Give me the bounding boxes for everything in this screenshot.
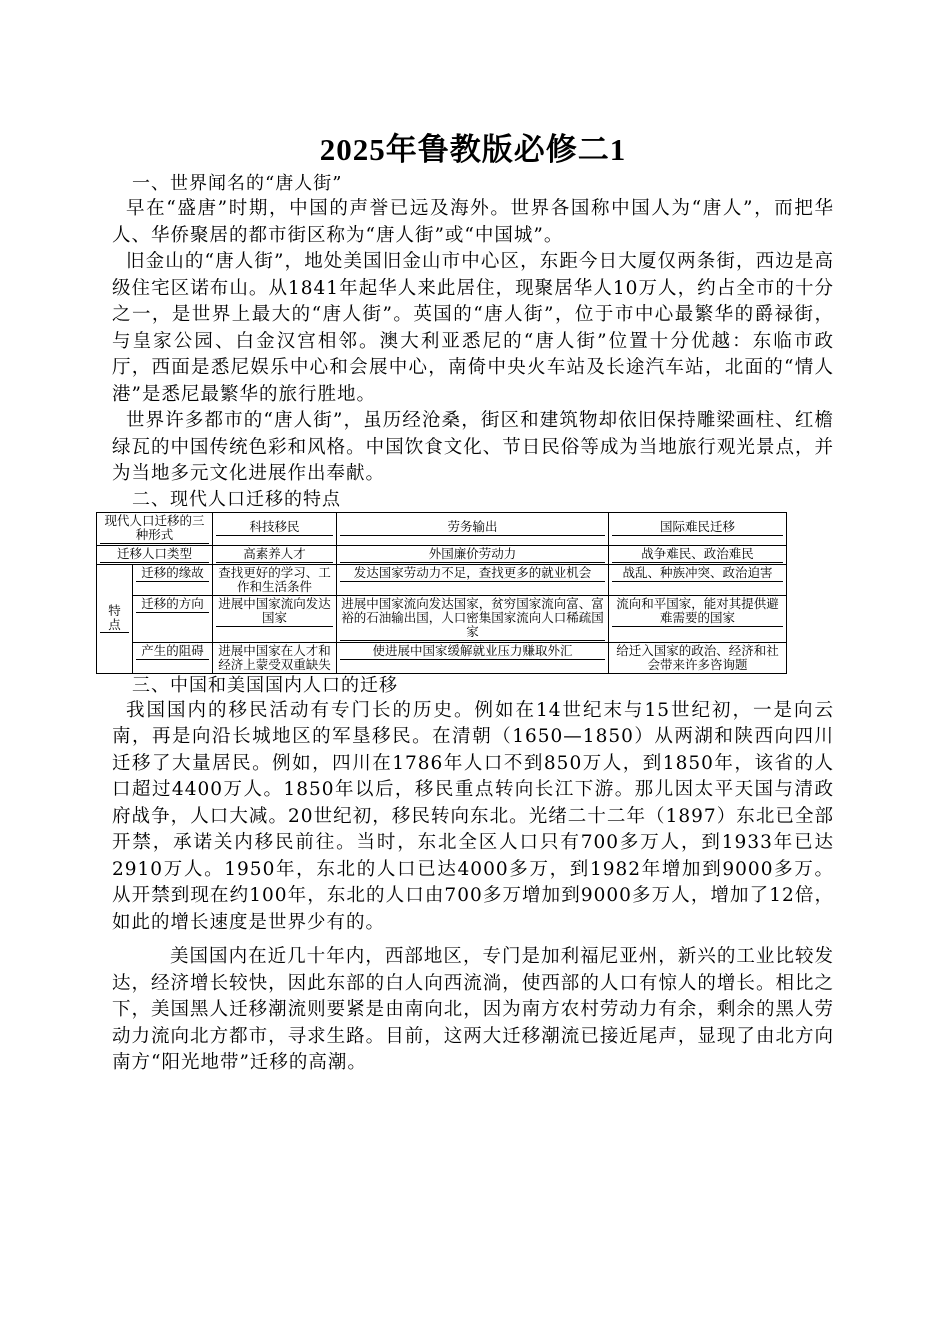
table-cell: 进展中国家在人才和经济上蒙受双重缺失 [213,642,337,673]
table-row [97,595,787,642]
table-cell: 高素养人才 [213,545,337,564]
table-cell: 外国廉价劳动力 [337,545,609,564]
table-cell: 战乱、种族冲突、政治迫害 [609,564,787,595]
table-header-row [97,512,787,545]
table-row-label: 迁移人口类型 [97,545,213,564]
section-3-paragraph: 美国国内在近几十年内，西部地区，专门是加利福尼亚州，新兴的工业比较发达，经济增长较快，因此东部的白人向西流淌，使西部的人口有惊人的增长。相比之下，美国黑人迁移潮流则要紧是由南向北，因为南方农村劳动力有余，剩余的黑人劳动力流向北方都市，寻求生路。目前，这两大迁移潮流已接近尾声，显现了由北方向南方“阳光地带”迁移的高潮。 [112,946,834,1073]
table-row-label: 迁移的方向 [133,595,213,642]
section-1-heading: 一、世界闻名的“唐人街” [132,173,343,194]
table-row [97,564,787,595]
table-cell: 给迁入国家的政治、经济和社会带来许多咨询题 [609,642,787,673]
migration-table [96,512,787,674]
section-1-paragraph: 早在“盛唐”时期，中国的声誉已远及海外。世界各国称中国人为“唐人”，而把华人、华侨聚居的都市街区称为“唐人街”或“中国城”。 [112,198,834,246]
table-column-header: 科技移民 [213,512,337,545]
table-cell: 战争难民、政治难民 [609,545,787,564]
table-cell: 流向和平国家，能对其提供避难需要的国家 [609,595,787,642]
table-row-label: 迁移的缘故 [133,564,213,595]
table-feature-label: 特点 [97,564,133,673]
table-cell: 进展中国家流向发达国家 [213,595,337,642]
table-cell: 使进展中国家缓解就业压力赚取外汇 [337,642,609,673]
document-page [104,128,834,1077]
table-cell: 进展中国家流向发达国家，贫穷国家流向富、富裕的石油输出国，人口密集国家流向人口稀疏国家 [337,595,609,642]
table-cell: 查找更好的学习、工作和生活条件 [213,564,337,595]
table-corner-cell: 现代人口迁移的三种形式 [97,512,213,545]
table-row [97,642,787,673]
section-3-heading: 三、中国和美国国内人口的迁移 [132,674,398,696]
document-title: 2025年鲁教版必修二1 [319,132,627,167]
table-row-label: 产生的阻碍 [133,642,213,673]
table-column-header: 劳务输出 [337,512,609,545]
section-2-heading: 二、现代人口迁移的特点 [132,488,341,510]
table-cell: 发达国家劳动力不足，查找更多的就业机会 [337,564,609,595]
section-3-paragraph: 我国国内的移民活动有专门长的历史。例如在14世纪末与15世纪初，一是向云南，再是向沿长城地区的军垦移民。在清朝（1650—1850）从两湖和陕西向四川迁移了大量居民。例如，四川在1786年人口不到850万人，到1850年，该省的人口超过4400万人。1850年以后，移民重点转向长江下游。那儿因太平天国与清政府战争，人口大减。20世纪初，移民转向东北。光绪二十二年（1897）东北已全部开禁，承诺关内移民前往。当时，东北全区人口只有700多万人，到1933年已达2910万人。1950年，东北的人口已达4000多万，到1982年增加到9000多万。从开禁到现在约100年，东北的人口由700多万增加到9000多万人，增加了12倍，如此的增长速度是世界少有的。 [112,699,834,933]
section-1-paragraph: 世界许多都市的“唐人街”，虽历经沧桑，街区和建筑物却依旧保持雕梁画柱、红檐绿瓦的中国传统色彩和风格。中国饮食文化、节日民俗等成为当地旅行观光景点，并为当地多元文化进展作出奉献。 [112,410,834,484]
section-1-paragraph: 旧金山的“唐人街”，地处美国旧金山市中心区，东距今日大厦仅两条街，西边是高级住宅区诺布山。从1841年起华人来此居住，现聚居华人10万人，约占全市的十分之一，是世界上最大的“唐人街”。英国的“唐人街”，位于市中心最繁华的爵禄街，与皇家公园、白金汉宫相邻。澳大利亚悉尼的“唐人街”位置十分优越：东临市政厅，西面是悉尼娱乐中心和会展中心，南倚中央火车站及长途汽车站，北面的“情人港”是悉尼最繁华的旅行胜地。 [112,251,834,405]
table-column-header: 国际难民迁移 [609,512,787,545]
table-row [97,545,787,564]
